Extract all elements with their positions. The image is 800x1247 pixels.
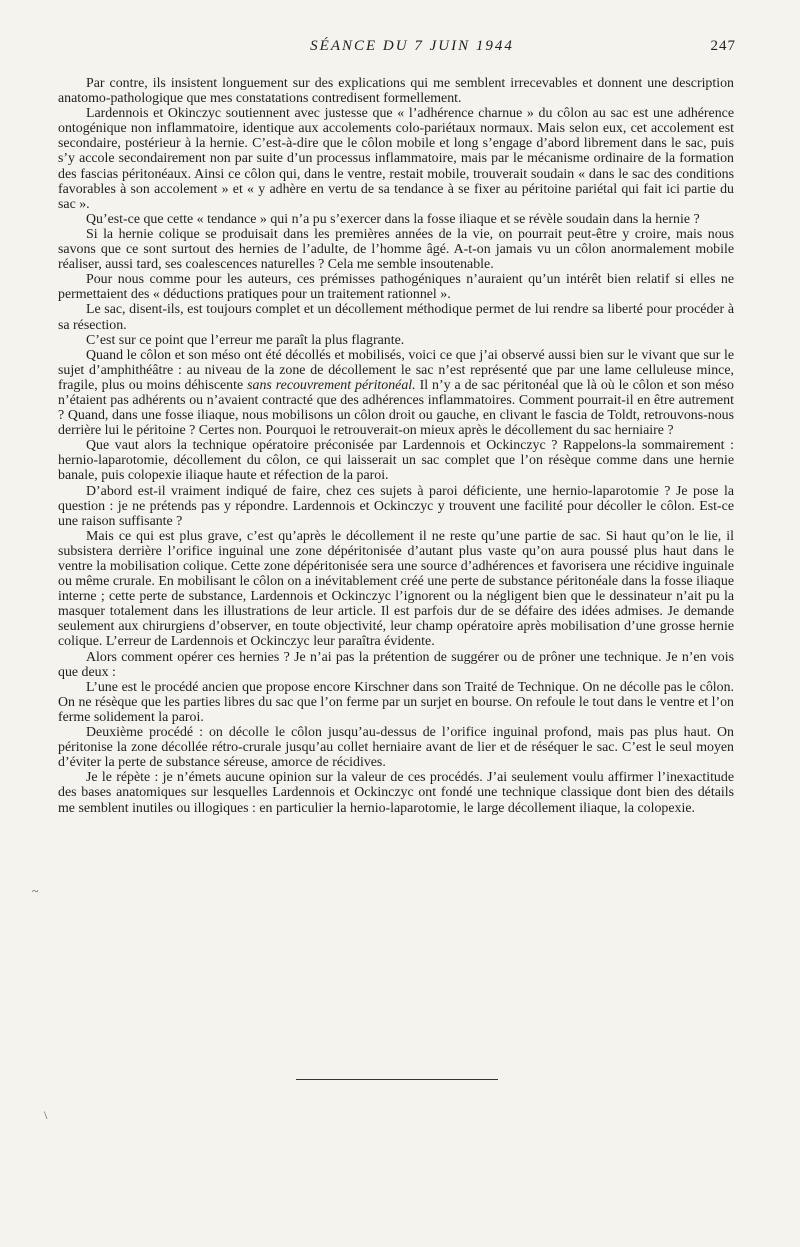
paragraph-7: C’est sur ce point que l’erreur me paraît la plus flagrante. <box>86 332 405 348</box>
margin-slash-mark: \ <box>44 1108 48 1122</box>
paragraph-2: Lardennois et Okinczyc soutiennent avec justesse que « l’adhérence charnue » du côlon au sac est une adhérence ontogénique non inflammatoire, identique aux accolements colo-pariétaux normaux. Mais selon eux, cet accolement est secondaire, postérieur à la hernie. C’est-à-dire que le côlon mobile et long s’engage d’abord librement dans le sac, puis s’y accole secondairement non par suite d’un processus inflammatoire, mais par le mécanisme ordinaire de la formation des fascias péritonéaux. Ainsi ce côlon qui, dans le ventre, restait mobile, trouverait soudain « dans le sac des conditions favorables à son accolement » et « y adhère en vertu de sa tendance à se fixer au péritoine pariétal qui fait ici partie du sac ». <box>58 106 734 212</box>
paragraph-15: Je le répète : je n’émets aucune opinion sur la valeur de ces procédés. J’ai seulement voulu affirmer l’inexactitude des bases anatomiques sur lesquelles Lardennois et Ockinczyc ont fondé une technique classique dont bien des détails me semblent inutiles ou illogiques : en particulier la hernio-laparotomie, le large décollement iliaque, la colopexie. <box>58 770 734 816</box>
paragraph-11: Mais ce qui est plus grave, c’est qu’après le décollement il ne reste qu’une partie de sac. Si haut qu’on le lie, il subsistera derrière l’orifice inguinal une zone dépéritonisée d’autant plus vaste qu’on aura poussé plus haut dans le ventre la mobilisation colique. Cette zone dépéritonisée sera une source d’adhérences et favorisera une récidive inguinale ou même crurale. En mobilisant le côlon on a inévitablement créé une perte de substance péritonéale dans la fosse iliaque interne ; cette perte de substance, Lardennois et Ockinczyc l’ignorent ou la négligent bien que le dessinateur n’ait pu la masquer totalement dans les illustrations de leur article. Il est parfois dur de se défaire des idées admises. Je demande seulement aux chirurgiens d’observer, en toute objectivité, leur champ opératoire après mobilisation d’une grosse hernie colique. L’erreur de Lardennois et Ockinczyc leur paraîtra évidente. <box>58 528 734 650</box>
paragraph-8 <box>58 348 734 439</box>
end-of-article-rule <box>296 1079 498 1080</box>
paragraph-12: Alors comment opérer ces hernies ? Je n’ai pas la prétention de suggérer ou de prôner une technique. Je n’en vois que deux : <box>58 649 734 680</box>
paragraph-9: Que vaut alors la technique opératoire préconisée par Lardennois et Ockinczyc ? Rappelons-la sommairement : hernio-laparotomie, décollement du côlon, ce qui laisserait un sac complet que l’on résèque comme dans une hernie banale, puis colopexie iliaque haute et réfection de la paroi. <box>58 438 734 484</box>
running-head <box>88 38 736 60</box>
margin-tick-mark: ~ <box>32 884 39 898</box>
paragraph-4: Si la hernie colique se produisait dans les premières années de la vie, on pourrait peut-être y croire, mais nous savons que ce sont surtout des hernies de l’adulte, de l’homme âgé. A-t-on jamais vu un côlon anormalement mobile réaliser, aussi tard, ses coalescences naturelles ? Cela me semble insoutenable. <box>58 226 734 273</box>
paragraph-5: Pour nous comme pour les auteurs, ces prémisses pathogéniques n’auraient qu’un intérêt bien relatif si elles ne permettaient des « déductions pratiques pour un traitement rationnel ». <box>58 272 734 303</box>
paragraph-6: Le sac, disent-ils, est toujours complet et un décollement méthodique permet de lui rendre sa liberté pour procéder à sa résection. <box>58 302 734 333</box>
article-body <box>58 76 734 816</box>
paragraph-1: Par contre, ils insistent longuement sur des explications qui me semblent irrecevables et donnent une description anatomo-pathologique que mes constatations contredisent formellement. <box>58 76 734 107</box>
paragraph-14: Deuxième procédé : on décolle le côlon jusqu’au-dessus de l’orifice inguinal profond, mais pas plus haut. On péritonise la zone décollée rétro-crurale jusqu’au collet herniaire avant de lier et de réséquer le sac. C’est le seul moyen d’éviter la perte de substance séreuse, amorce de récidives. <box>58 725 734 771</box>
paragraph-10: D’abord est-il vraiment indiqué de faire, chez ces sujets à paroi déficiente, une hernio-laparotomie ? Je pose la question : je ne prétends pas y répondre. Lardennois et Ockinczyc y trouvent une facilité pour décoller le côlon. Est-ce une raison suffisante ? <box>58 483 734 529</box>
page-number: 247 <box>710 38 736 54</box>
paragraph-3: Qu’est-ce que cette « tendance » qui n’a pu s’exercer dans la fosse iliaque et se révèle soudain dans la hernie ? <box>86 211 700 227</box>
running-head-title: SÉANCE DU 7 JUIN 1944 <box>310 38 514 54</box>
paragraph-8-part-1: Quand le côlon et son méso ont été décollés et mobilisés, voici ce que j’ai observé aussi bien sur le vivant que sur le sujet d’amphithéâtre : au niveau de la zone de décollement le sac n’est représenté que par une lame celluleuse mince, fragile, plus ou moins déhiscente <box>58 347 734 393</box>
paragraph-13: L’une est le procédé ancien que propose encore Kirschner dans son Traité de Technique. On ne décolle pas le côlon. On ne résèque que les parties libres du sac que l’on ferme par un surjet en bourse. On refoule le tout dans le ventre et l’on ferme solidement la paroi. <box>58 679 734 725</box>
paragraph-8-part-2: Il n’y a de sac péritonéal que là où le côlon et son méso n’étaient pas adhérents ou n’avaient contracté que des adhérences inflammatoires. Comment pourrait-il en être autrement ? Quand, dans une fosse iliaque, nous mobilisons un côlon droit ou gauche, en clivant le fascia de Toldt, retrouvons-nous derrière lui le péritoine ? Certes non. Pourquoi le retrouverait-on mieux après le décollement du sac herniaire ? <box>58 377 734 439</box>
paragraph-8-italic: sans recouvrement péritonéal. <box>247 377 416 393</box>
